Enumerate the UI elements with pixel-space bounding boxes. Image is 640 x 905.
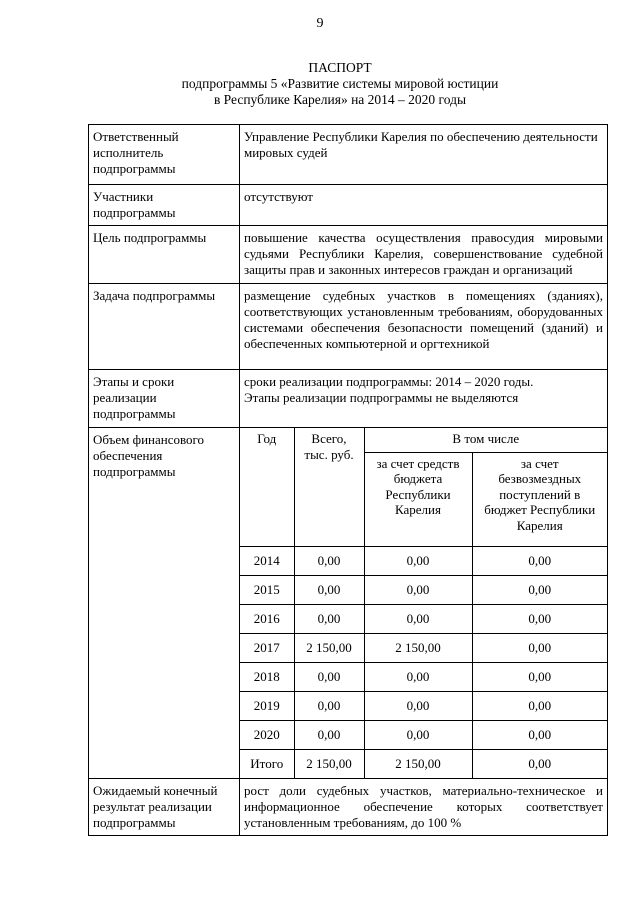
finance-row-2020 [240, 720, 607, 749]
label-result: Ожидаемый конечный результат реализации подпрограммы [89, 778, 240, 835]
page-number: 9 [316, 16, 324, 31]
cell-total: 0,00 [294, 691, 364, 720]
finance-row-2016 [240, 604, 607, 633]
cell-budget: 0,00 [364, 604, 472, 633]
row-participants [89, 185, 608, 226]
document-title [80, 60, 600, 108]
finance-row-2015 [240, 575, 607, 604]
header-total: Всего, тыс. руб. [294, 428, 364, 546]
title-line-2: подпрограммы 5 «Развитие системы мировой юстиции [181, 76, 499, 91]
cell-grants: 0,00 [472, 662, 607, 691]
cell-grants: 0,00 [472, 720, 607, 749]
row-responsible [89, 125, 608, 185]
cell-grants: 0,00 [472, 691, 607, 720]
value-participants: отсутствуют [240, 185, 608, 226]
cell-year: 2020 [240, 720, 294, 749]
cell-budget: 2 150,00 [364, 633, 472, 662]
header-year: Год [240, 428, 294, 546]
cell-year: Итого [240, 749, 294, 778]
title-line-1: ПАСПОРТ [308, 60, 372, 75]
cell-budget: 0,00 [364, 662, 472, 691]
cell-budget: 0,00 [364, 691, 472, 720]
value-result: рост доли судебных участков, материально-техническое и информационное обеспечение которых соответствует установленным требованиям, до 100 % [240, 778, 608, 835]
label-responsible: Ответственный исполнитель подпрограммы [89, 125, 240, 185]
header-grants: за счет безвозмездных поступлений в бюджет Республики Карелия [472, 452, 607, 546]
value-responsible: Управление Республики Карелия по обеспечению деятельности мировых судей [240, 125, 608, 185]
title-line-3: в Республике Карелия» на 2014 – 2020 годы [213, 92, 467, 107]
row-result [89, 778, 608, 835]
finance-table [240, 428, 607, 778]
label-task: Задача подпрограммы [89, 284, 240, 370]
finance-row-2018 [240, 662, 607, 691]
cell-grants: 0,00 [472, 633, 607, 662]
cell-total: 0,00 [294, 720, 364, 749]
cell-grants: 0,00 [472, 749, 607, 778]
row-finance [89, 428, 608, 779]
label-finance: Объем финансового обеспечения подпрограммы [89, 428, 240, 779]
label-goal: Цель подпрограммы [89, 226, 240, 284]
cell-year: 2016 [240, 604, 294, 633]
cell-total: 0,00 [294, 662, 364, 691]
row-task [89, 284, 608, 370]
value-stages: сроки реализации подпрограммы: 2014 – 2020 годы. Этапы реализации подпрограммы не выделяются [240, 370, 608, 428]
header-including: В том числе [364, 428, 607, 452]
cell-total: 2 150,00 [294, 633, 364, 662]
header-budget: за счет средств бюджета Республики Карелия [364, 452, 472, 546]
row-stages [89, 370, 608, 428]
cell-grants: 0,00 [472, 575, 607, 604]
value-goal: повышение качества осуществления правосудия мировыми судьями Республики Карелия, совершенствование судебной защиты прав и законных интересов граждан и организаций [240, 226, 608, 284]
cell-year: 2017 [240, 633, 294, 662]
finance-row-total [240, 749, 607, 778]
finance-row-2019 [240, 691, 607, 720]
finance-cell [240, 428, 608, 779]
cell-year: 2015 [240, 575, 294, 604]
cell-year: 2019 [240, 691, 294, 720]
row-goal [89, 226, 608, 284]
value-task: размещение судебных участков в помещениях (зданиях), соответствующих установленным требованиям, оборудованных системами обеспечения безопасности помещений (зданий) и обеспеченных компьютерной и оргтехникой [240, 284, 608, 370]
cell-total: 0,00 [294, 604, 364, 633]
cell-year: 2018 [240, 662, 294, 691]
cell-budget: 0,00 [364, 720, 472, 749]
finance-row-2017 [240, 633, 607, 662]
cell-total: 0,00 [294, 575, 364, 604]
finance-header-row [240, 428, 607, 452]
finance-row-2014 [240, 546, 607, 575]
passport-table [88, 124, 608, 836]
cell-grants: 0,00 [472, 604, 607, 633]
cell-year: 2014 [240, 546, 294, 575]
cell-budget: 0,00 [364, 575, 472, 604]
label-participants: Участники подпрограммы [89, 185, 240, 226]
cell-total: 0,00 [294, 546, 364, 575]
cell-budget: 0,00 [364, 546, 472, 575]
label-stages: Этапы и сроки реализации подпрограммы [89, 370, 240, 428]
cell-budget: 2 150,00 [364, 749, 472, 778]
cell-total: 2 150,00 [294, 749, 364, 778]
cell-grants: 0,00 [472, 546, 607, 575]
